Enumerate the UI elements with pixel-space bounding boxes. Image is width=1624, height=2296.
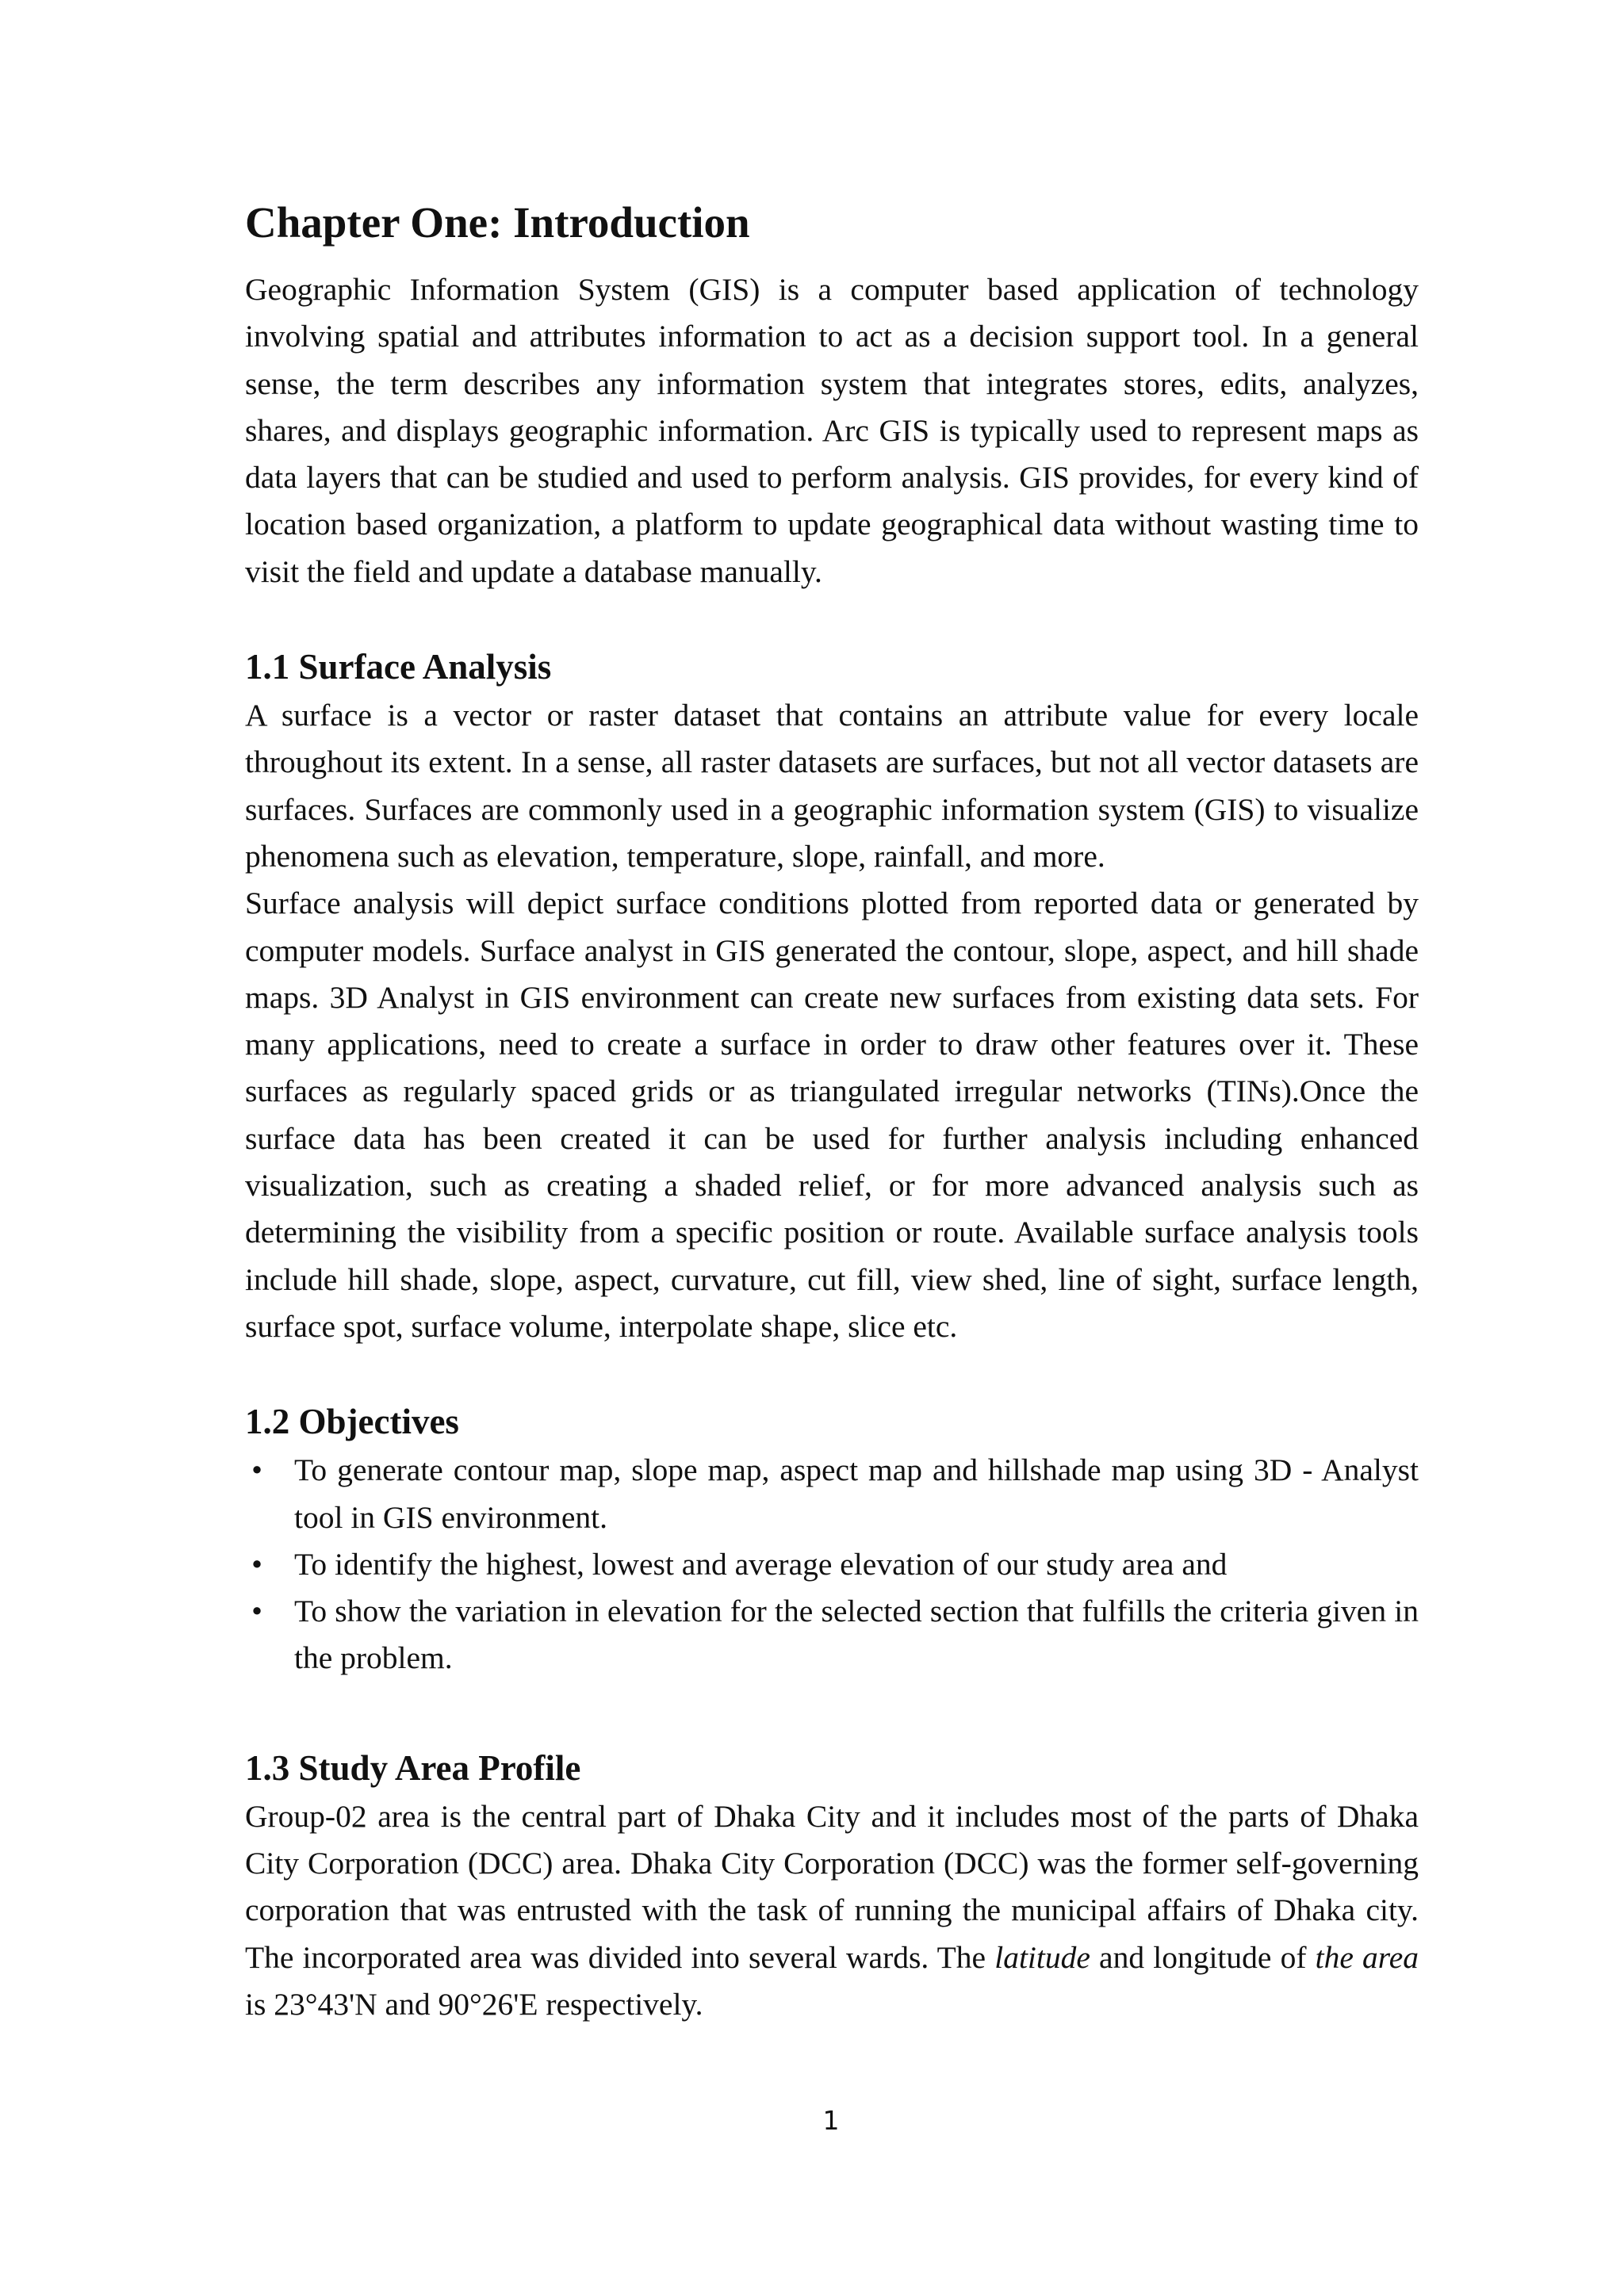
list-item (245, 1447, 1419, 1541)
text-run: is 23°43'N and 90°26'E respectively. (245, 1986, 703, 2022)
bullet-icon: • (251, 1546, 262, 1582)
section-heading: 1.1 Surface Analysis (245, 647, 552, 687)
bullet-icon: • (251, 1594, 262, 1629)
text-run: and longitude of (1090, 1939, 1316, 1975)
list-item-text: To show the variation in elevation for the selected section that fulfills the criteria given in the problem. (294, 1594, 1419, 1676)
paragraph: Surface analysis will depict surface conditions plotted from reported data or generated by computer models. Surface analyst in GIS generated the contour, slope, aspect, and hill shade maps. 3D Analyst in GIS environment can create new surfaces from existing data sets. For many applications, need to create a surface in order to draw other features over it. These surfaces as regularly spaced grids or as triangulated irregular networks (TINs).Once the surface data has been created it can be used for further analysis including enhanced visualization, such as creating a shaded relief, or for more advanced analysis such as determining the visibility from a specific position or route. Available surface analysis tools include hill shade, slope, aspect, curvature, cut fill, view shed, line of sight, surface length, surface spot, surface volume, interpolate shape, slice etc. (245, 886, 1419, 1344)
section-surface-analysis (245, 641, 1419, 1350)
page-number: 1 (822, 2105, 840, 2136)
objectives-list (245, 1447, 1419, 1682)
intro-paragraph: Geographic Information System (GIS) is a computer based application of technology involving spatial and attributes information to act as a decision support tool. In a general sense, the term describes any information system that integrates stores, edits, analyzes, shares, and displays geographic information. Arc GIS is typically used to represent maps as data layers that can be studied and used to perform analysis. GIS provides, for every kind of location based organization, a platform to update geographical data without wasting time to visit the field and update a database manually. (245, 272, 1419, 589)
bullet-icon: • (251, 1452, 262, 1488)
italic-text: latitude (994, 1939, 1090, 1975)
list-item-text: To generate contour map, slope map, aspect map and hillshade map using 3D - Analyst tool in GIS environment. (294, 1452, 1419, 1535)
section-heading: 1.2 Objectives (245, 1402, 459, 1442)
section-study-area (245, 1743, 1419, 2028)
section-objectives (245, 1396, 1419, 1682)
list-item-text: To identify the highest, lowest and average elevation of our study area and (294, 1546, 1228, 1582)
chapter-title: Chapter One: Introduction (245, 198, 750, 247)
list-item (245, 1541, 1419, 1588)
paragraph (245, 1793, 1419, 2028)
list-item (245, 1588, 1419, 1682)
paragraph: A surface is a vector or raster dataset that contains an attribute value for every locale throughout its extent. In a sense, all raster datasets are surfaces, but not all vector datasets are surfaces. Surfaces are commonly used in a geographic information system (GIS) to visualize phenomena such as elevation, temperature, slope, rainfall, and more. (245, 698, 1419, 874)
italic-text: the area (1315, 1939, 1419, 1975)
section-heading: 1.3 Study Area Profile (245, 1747, 581, 1788)
text-run: Group-02 area is the central part of Dhaka City and it includes most of the parts of Dhaka City Corporation (DCC) area. Dhaka City Corporation (DCC) was the former self-governing corporation that was entrusted with the task of running the municipal affairs of Dhaka city. The incorporated area was divided into several wards. The (245, 1798, 1419, 1975)
document-page (245, 190, 1419, 2028)
